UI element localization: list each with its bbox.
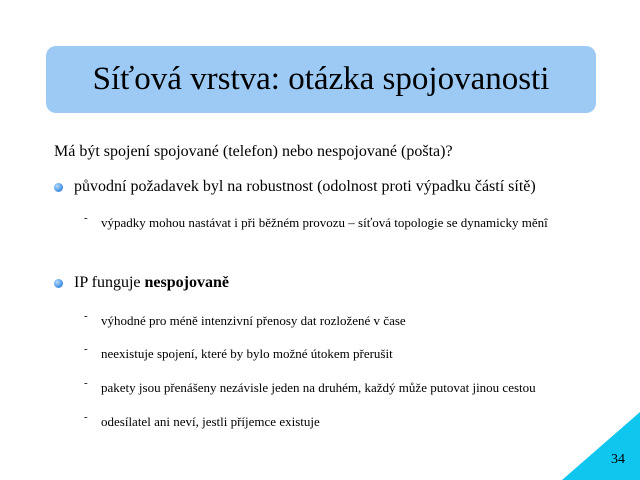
subitem-text: pakety jsou přenášeny nezávisle jeden na druhém, každý může putovat jinou cestou <box>101 380 536 395</box>
bullet-text: původní požadavek byl na robustnost (odolnost proti výpadku částí sítě) <box>74 178 536 195</box>
subitem-outages <box>84 209 584 237</box>
intro-question: Má být spojení spojované (telefon) nebo nespojované (pošta)? <box>54 143 453 160</box>
bullet-ip-connectionless <box>54 274 229 292</box>
page-number: 34 <box>611 452 625 467</box>
bullet-robustness <box>54 178 536 196</box>
bullet-text-plain: IP funguje <box>74 274 145 291</box>
bullet-text-bold: nespojovaně <box>144 274 229 291</box>
dash-marker: - <box>84 377 88 389</box>
dash-marker: - <box>84 343 88 355</box>
subitem-text: výpadky mohou nastávat i při běžném provozu – síťová topologie se dynamicky měnî <box>101 215 548 230</box>
round-bullet-icon <box>54 279 63 288</box>
dash-marker: - <box>84 212 88 224</box>
dash-marker: - <box>84 411 88 423</box>
subitem-advantage <box>84 307 584 335</box>
corner-triangle-decoration <box>562 412 640 480</box>
subitem-no-connection <box>84 340 584 368</box>
round-bullet-icon <box>54 183 63 192</box>
title-banner <box>46 46 596 113</box>
subitem-sender-unaware <box>84 408 584 436</box>
subitem-independent-packets <box>84 374 584 402</box>
subitem-text: neexistuje spojení, které by bylo možné útokem přerušit <box>101 346 393 361</box>
dash-marker: - <box>84 310 88 322</box>
subitem-text: odesílatel ani neví, jestli příjemce existuje <box>101 414 320 429</box>
slide-title: Síťová vrstva: otázka spojovanosti <box>92 61 550 97</box>
subitem-text: výhodné pro méně intenzivní přenosy dat rozložené v čase <box>101 313 406 328</box>
